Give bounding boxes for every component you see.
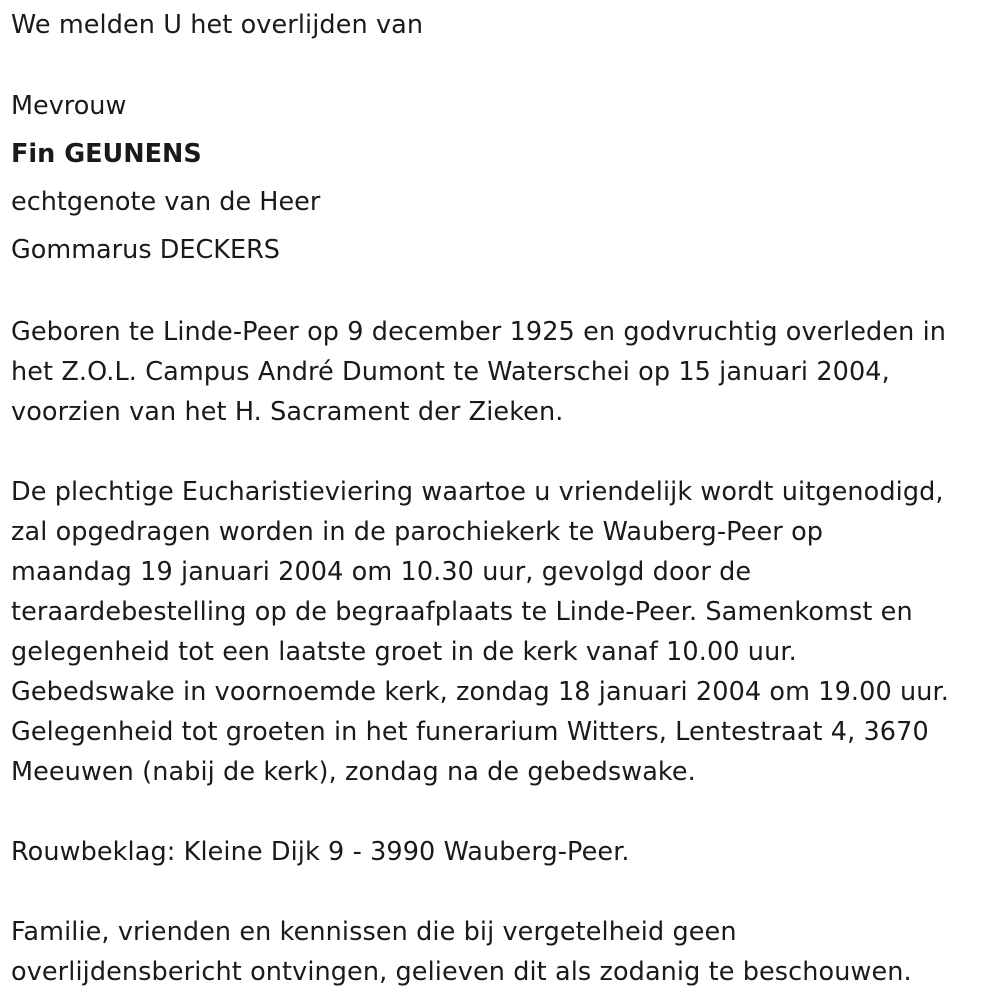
paragraph-line: voorzien van het H. Sacrament der Zieken. — [11, 397, 564, 427]
paragraph-line: Gebedswake in voornoemde kerk, zondag 18 januari 2004 om 19.00 uur. — [11, 677, 949, 707]
paragraph-line: Meeuwen (nabij de kerk), zondag na de gebedswake. — [11, 757, 696, 787]
paragraph-line: teraardebestelling op de begraafplaats te Linde-Peer. Samenkomst en — [11, 597, 913, 627]
ceremony-paragraph — [11, 472, 991, 792]
paragraph-line: het Z.O.L. Campus André Dumont te Waterschei op 15 januari 2004, — [11, 357, 890, 387]
obituary-notice — [11, 0, 991, 992]
paragraph-line: zal opgedragen worden in de parochiekerk te Wauberg-Peer op — [11, 517, 824, 547]
paragraph-line: Familie, vrienden en kennissen die bij vergetelheid geen — [11, 917, 737, 947]
birth-death-paragraph — [11, 312, 991, 432]
paragraph-line: De plechtige Eucharistieviering waartoe u vriendelijk wordt uitgenodigd, — [11, 477, 944, 507]
spacer — [11, 50, 991, 82]
paragraph-line: maandag 19 januari 2004 om 10.30 uur, gevolgd door de — [11, 557, 752, 587]
intro-text: We melden U het overlijden van — [11, 10, 424, 40]
paragraph-line: gelegenheid tot een laatste groet in de kerk vanaf 10.00 uur. — [11, 637, 797, 667]
spacer — [11, 792, 991, 832]
spouse-name: Gommarus DECKERS — [11, 235, 280, 265]
relation-text: echtgenote van de Heer — [11, 187, 321, 217]
spacer — [11, 274, 991, 312]
paragraph-line: Geboren te Linde-Peer op 9 december 1925 en godvruchtig overleden in — [11, 317, 947, 347]
title-text: Mevrouw — [11, 91, 127, 121]
deceased-name: Fin GEUNENS — [11, 139, 202, 169]
spacer — [11, 432, 991, 472]
condolence-address: Rouwbeklag: Kleine Dijk 9 - 3990 Wauberg-Peer. — [11, 837, 630, 867]
spacer — [11, 872, 991, 912]
closing-paragraph — [11, 912, 991, 992]
paragraph-line: Gelegenheid tot groeten in het funerarium Witters, Lentestraat 4, 3670 — [11, 717, 929, 747]
paragraph-line: overlijdensbericht ontvingen, gelieven dit als zodanig te beschouwen. — [11, 957, 912, 987]
